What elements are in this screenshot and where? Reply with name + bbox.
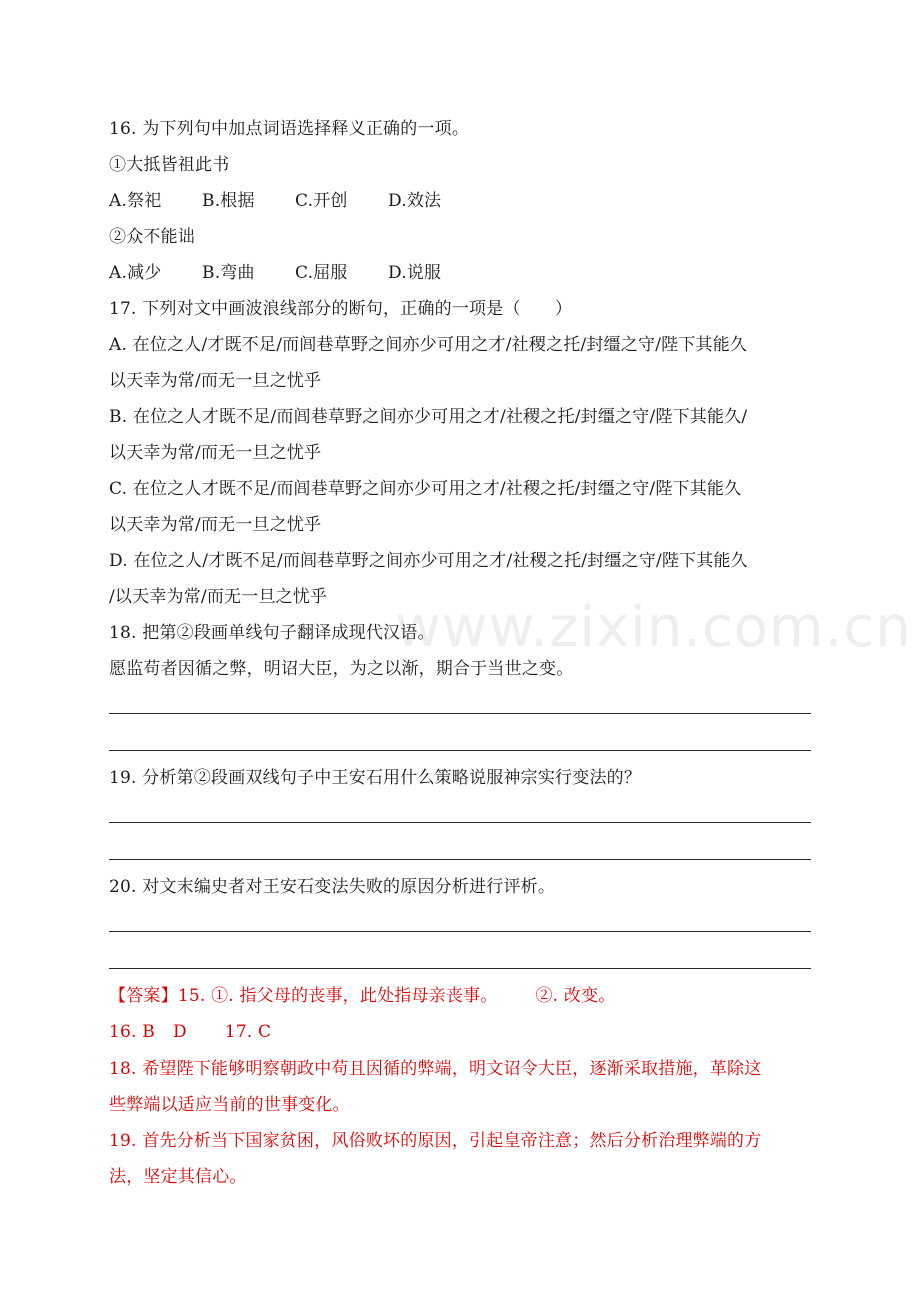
answer-tag: 【答案】 [109,986,178,1006]
q17-option-c-line2: 以天幸为常/而无一旦之忧乎 [109,515,322,535]
q17-option-b-line2: 以天幸为常/而无一旦之忧乎 [109,443,322,463]
q17-stem: 17. 下列对文中画波浪线部分的断句，正确的一项是（ ） [109,299,573,319]
q17-option-c-line1: C. 在位之人才既不足/而闾巷草野之间亦少可用之才/社稷之托/封缰之守/陛下其能久 [109,479,742,499]
q17-option-a-line1: A. 在位之人/才既不足/而闾巷草野之间亦少可用之才/社稷之托/封缰之守/陛下其能久 [109,335,748,355]
q18-stem: 18. 把第②段画单线句子翻译成现代汉语。 [109,623,435,643]
q19-answer-line-2[interactable] [109,859,811,860]
q16-stem: 16. 为下列句中加点词语选择释义正确的一项。 [109,119,470,139]
answer-15 [109,984,819,1008]
answer-16-17 [109,1020,819,1044]
q16-item2-option-a: A.减少 [109,263,162,283]
answer-15-part1: ①. 指父母的丧事，此处指母亲丧事。 [211,986,498,1006]
q16-item1-option-c: C.开创 [295,191,348,211]
q16-item2-options [109,261,819,285]
q18-answer-line-2[interactable] [109,750,811,751]
answer-16-value-2: D [172,1022,187,1042]
answer-16-label: 16. [109,1022,137,1042]
q20-stem: 20. 对文末编史者对王安石变法失败的原因分析进行评析。 [109,877,556,897]
q20-answer-line-1[interactable] [109,931,811,932]
q16-item1-option-a: A.祭祀 [109,191,162,211]
q16-item2-option-d: D.说服 [388,263,442,283]
q17-option-d-line2: /以天幸为常/而无一旦之忧乎 [109,587,328,607]
answer-17-label: 17. [224,1022,253,1042]
answer-19-line1: 19. 首先分析当下国家贫困，风俗败坏的原因，引起皇帝注意；然后分析治理弊端的方 [109,1131,762,1151]
answer-18-line2: 些弊端以适应当前的世事变化。 [109,1095,350,1115]
q16-item1-option-b: B.根据 [202,191,255,211]
q16-item1-option-d: D.效法 [388,191,442,211]
answer-15-part2: ②. 改变。 [535,986,616,1006]
q17-option-b-line1: B. 在位之人才既不足/而闾巷草野之间亦少可用之才/社稷之托/封缰之守/陛下其能久/ [109,407,748,427]
watermark-text: www.zixin.com.cn [395,595,912,660]
q20-answer-line-2[interactable] [109,968,811,969]
answer-16-value-1: B [142,1022,155,1042]
q19-stem: 19. 分析第②段画双线句子中王安石用什么策略说服神宗实行变法的？ [109,768,642,788]
answer-19-line2: 法，坚定其信心。 [109,1167,247,1187]
q16-item2-option-c: C.屈服 [295,263,348,283]
answer-15-number: 15. [177,986,206,1006]
q18-answer-line-1[interactable] [109,713,811,714]
q16-item2: ②众不能诎 [109,227,195,247]
q19-answer-line-1[interactable] [109,822,811,823]
q17-option-a-line2: 以天幸为常/而无一旦之忧乎 [109,371,322,391]
q17-option-d-line1: D. 在位之人/才既不足/而闾巷草野之间亦少可用之才/社稷之托/封缰之守/陛下其能久 [109,551,748,571]
q18-sentence: 愿监苟者因循之弊，明诏大臣，为之以渐，期合于当世之变。 [109,659,574,679]
answer-18-line1: 18. 希望陛下能够明察朝政中苟且因循的弊端，明文诏令大臣，逐渐采取措施，革除这 [109,1059,762,1079]
q16-item1-options [109,189,819,213]
q16-item2-option-b: B.弯曲 [202,263,255,283]
answer-17-value: C [258,1022,272,1042]
q16-item1: ①大抵皆祖此书 [109,155,230,175]
